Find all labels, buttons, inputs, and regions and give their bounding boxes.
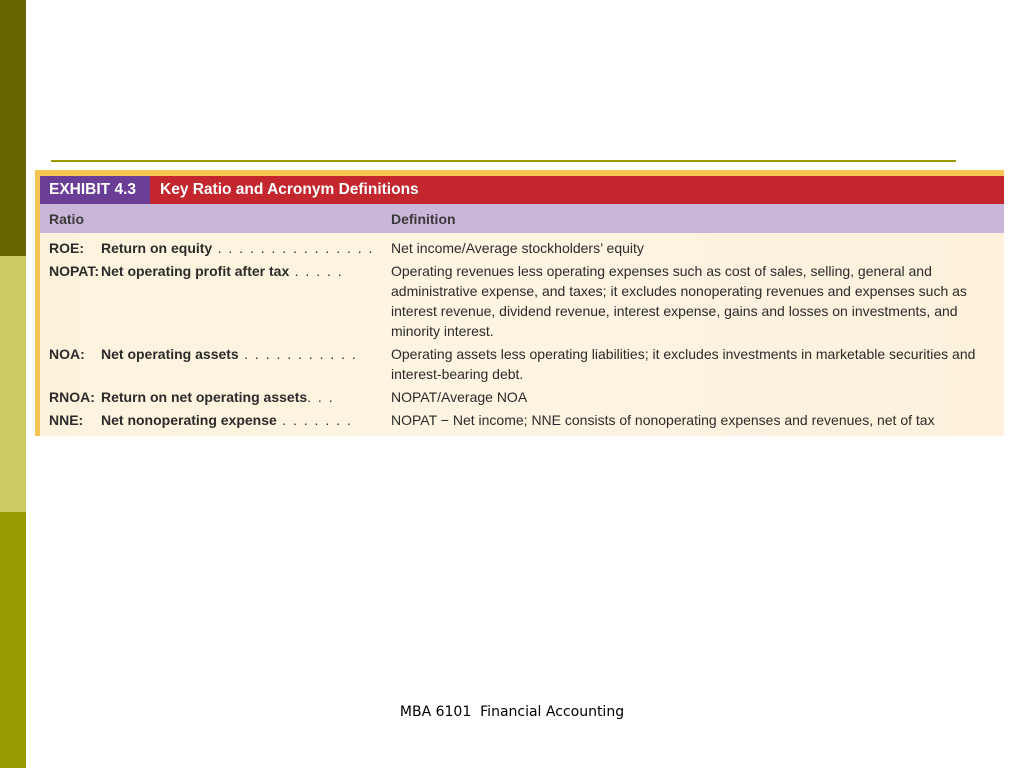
row-term	[101, 410, 382, 430]
row-term	[101, 344, 382, 384]
slide-footer: MBA 6101 Financial Accounting	[399, 704, 625, 720]
row-term-text: Return on net operating assets	[101, 389, 308, 405]
exhibit-body	[40, 176, 1004, 436]
exhibit-header	[40, 176, 1004, 204]
row-term	[101, 387, 382, 407]
row-term	[101, 238, 382, 258]
title-divider	[51, 160, 956, 162]
table-rows	[40, 233, 1004, 430]
row-abbreviation: NOPAT:	[49, 263, 100, 279]
row-abbreviation: ROE:	[49, 240, 84, 256]
row-leader-dots: . . .	[307, 389, 335, 405]
row-term-text: Net nonoperating expense	[101, 412, 277, 428]
exhibit-table	[35, 170, 1004, 436]
row-definition: NOPAT − Net income; NNE consists of nonoperating expenses and revenues, net of tax	[391, 412, 935, 428]
row-term	[101, 261, 382, 341]
row-leader-dots: . . . . . . . . . . .	[238, 346, 358, 362]
row-leader-dots: . . . . . . .	[276, 412, 353, 428]
row-leader-dots: . . . . . . . . . . . . . . .	[212, 240, 374, 256]
column-header-row	[40, 204, 1004, 233]
sidebar-decoration-middle	[0, 256, 26, 512]
row-definition: Operating revenues less operating expenses such as cost of sales, selling, general and administrative expense, and taxes; it excludes nonoperating revenues and expenses such as interest revenue, dividend revenue, interest expense, gains and losses on investments, and minority interest.	[391, 263, 967, 339]
exhibit-number: EXHIBIT 4.3	[40, 176, 150, 204]
table-row-roe	[40, 238, 1004, 258]
row-term-text: Return on equity	[101, 240, 213, 256]
row-abbreviation: RNOA:	[49, 389, 95, 405]
table-row-nopat	[40, 261, 1004, 341]
row-leader-dots: . . . . .	[289, 263, 344, 279]
row-abbreviation: NOA:	[49, 346, 85, 362]
row-definition: Net income/Average stockholders’ equity	[391, 240, 644, 256]
table-row-noa	[40, 344, 1004, 384]
row-term-text: Net operating profit after tax	[101, 263, 290, 279]
row-abbreviation: NNE:	[49, 412, 84, 428]
sidebar-decoration-top	[0, 0, 26, 256]
exhibit-title: Key Ratio and Acronym Definitions	[160, 181, 419, 198]
column-header-ratio: Ratio	[49, 210, 84, 227]
row-definition: NOPAT/Average NOA	[391, 389, 528, 405]
table-row-rnoa	[40, 387, 1004, 407]
column-header-definition: Definition	[391, 210, 456, 227]
table-row-nne	[40, 410, 1004, 430]
row-term-text: Net operating assets	[101, 346, 239, 362]
row-definition: Operating assets less operating liabilities; it excludes investments in marketable securities and interest-bearing debt.	[391, 346, 976, 382]
sidebar-decoration-bottom	[0, 512, 26, 768]
